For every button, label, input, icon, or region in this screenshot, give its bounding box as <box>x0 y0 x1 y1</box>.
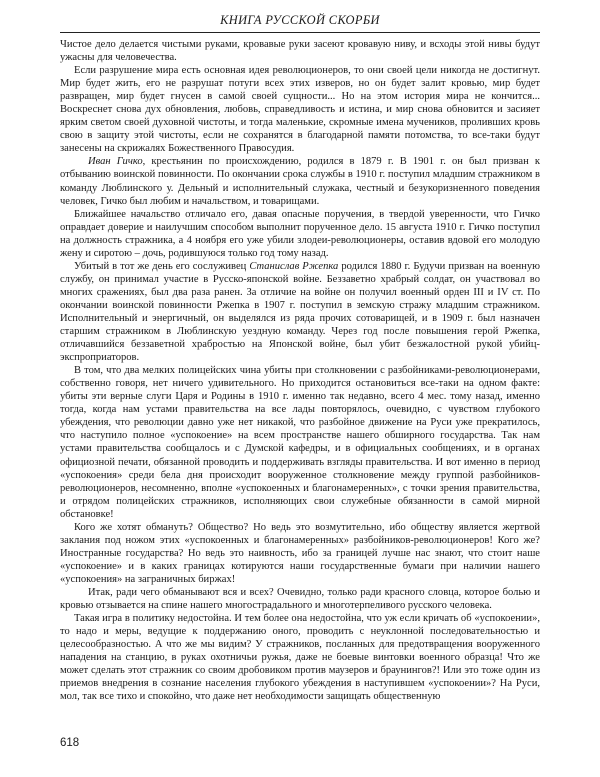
paragraph-4: Ближайшее начальство отличало его, давая опасные поручения, в твердой уверенности, что Гичко оправдает доверие и наилучшим способом выполнит порученное дело. 15 августа 1910 г. Гичко поступил на должность стражника, а 4 ноября его уже убили злодеи-революционеры, оставив вдовой его молодую жену и сиротою – дочь, родившуюся только год тому назад. <box>60 208 540 259</box>
paragraph-2: Если разрушение мира есть основная идея революционеров, то они своей цели никогда не достигнут. Мир будет жить, его не разрушат потуги всех этих изверов, но он будет залит кровью, мир будет развращен, мир будет гнусен в самой своей сущности... Но на этом история мира не кончится... Воскреснет снова дух обновления, любовь, справедливость и истина, и мир снова обновится и засияет ярким светом своей духовной чистоты, и тогда маленькие, скромные имена мучеников, проливших кровь свою в защиту этой чистоты, если не сохранятся в благодарной памяти потомства, то все-таки будут занесены на скрижалях Божественного Правосудия. <box>60 65 540 155</box>
running-head: КНИГА РУССКОЙ СКОРБИ <box>220 13 380 27</box>
header-rule <box>60 32 540 33</box>
paragraph-5-lead: Убитый в тот же день его сослуживец <box>74 260 250 272</box>
paragraph-3-text: , крестьянин по происхождению, родился в 1879 г. В 1901 г. он был призван к отбыванию воинской повинности. По окончании срока службы в 1910 г. поступил младшим стражником в команду Люблинского у. Дельный и исполнительный служака, честный и безукоризненного поведения человек, Гичко был любим и начальством, и товарищами. <box>60 156 540 207</box>
paragraph-1: Чистое дело делается чистыми руками, кровавые руки засеют кровавую ниву, и всходы этой нивы будут ужасны для человечества. <box>60 39 540 64</box>
paragraph-9: Такая игра в политику недостойна. И тем более она недостойна, что уж если кричать об «успокоении», то надо и меры, ведущие к поддержанию оного, проводить с неуклонной последовательностью и целесообразностью. А что же мы видим? У стражников, посланных для предотвращения вооруженного нападения на станцию, в руках охотничьи ружья, даже не боевые винтовки военного образца! Что же может сделать этот стражник со своим дробовиком против маузеров и браунингов?! Или это тоже один из приемов внедрения в сознание населения глубокого убеждения в наступившем «успокоении»? На Руси, мол, так все тихо и спокойно, что даже нет необходимости защищать общественную <box>60 613 540 703</box>
paragraph-8: Итак, ради чего обманывают вся и всех? Очевидно, только ради красного словца, которое болью и кровью отзывается на спине нашего многострадального и многотерпеливого русского человека. <box>60 586 540 612</box>
paragraph-3 <box>60 155 540 207</box>
paragraph-6: В том, что два мелких полицейских чина убиты при столкновении с разбойниками-революционерами, собственно говоря, нет ничего удивительного. Но приходится остановиться все-таки на одном факте: убиты эти верные слуги Царя и Родины в 1910 г. именно так недавно, всего 4 мес. тому назад, именно тогда, когда нам устами правительства на все лады повторялось, очевидно, с чувством глубокого убеждения, что революции давно уже нет никакой, что разбойное движение на Руси уже прекратилось, что наступило полное «успокоение» на всем пространстве нашего обширного государства. Так нам устами правительства сообщалось и с Думской кафедры, и в официальных сообщениях, и в органах официозной печати, обязанной проводить и поддерживать взгляды правительства. И вот именно в период «успокоения» среди бела дня происходит вооруженное столкновение между группой разбойников-революционеров, несомненно, вполне «успокоенных и благонамеренных», с точки зрения правительства, и отрядом полицейских стражников, исполняющих свои служебные обязанности в самой мирной обстановке! <box>60 365 540 520</box>
body-text <box>60 38 540 703</box>
paragraph-5-text: родился 1880 г. Будучи призван на военную службу, он принимал участие в Русско-японской войне. Беззаветно храбрый солдат, он участвовал во многих сражениях, был два раза ранен. За отличие на войне он получил военный орден III и IV ст. По окончании воинской повинности Ржепка в 1907 г. поступил в земскую стражу младшим стражником. Исполнительный и энергичный, он выделялся из ряда прочих сотоварищей, и в 1909 г. был назначен старшим стражником в Люблинскую уездную команду. Через год после повышения герой Ржепка, отличавшийся беззаветной храбростью на Японской войне, был убит безжалостной рукой убийц-экспроприаторов. <box>60 260 541 364</box>
paragraph-5 <box>60 260 540 364</box>
paragraph-7: Кого же хотят обмануть? Общество? Но ведь это возмутительно, ибо обществу является жертвой заклания под ножом этих «успокоенных и благонамеренных» разбойников-революционеров! Кого же? Иностранные государства? Но ведь это наивность, ибо за границей лучше нас знают, что стоит наше «успокоение» и в каких границах котируются наши государственные бумаги при наличии нашего «успокоения» на заграничных биржах! <box>60 521 540 585</box>
person-name-gichko: Иван Гичко <box>88 156 143 168</box>
person-name-rzhepka: Станислав Ржепка <box>249 260 339 272</box>
page-number: 618 <box>60 737 80 749</box>
